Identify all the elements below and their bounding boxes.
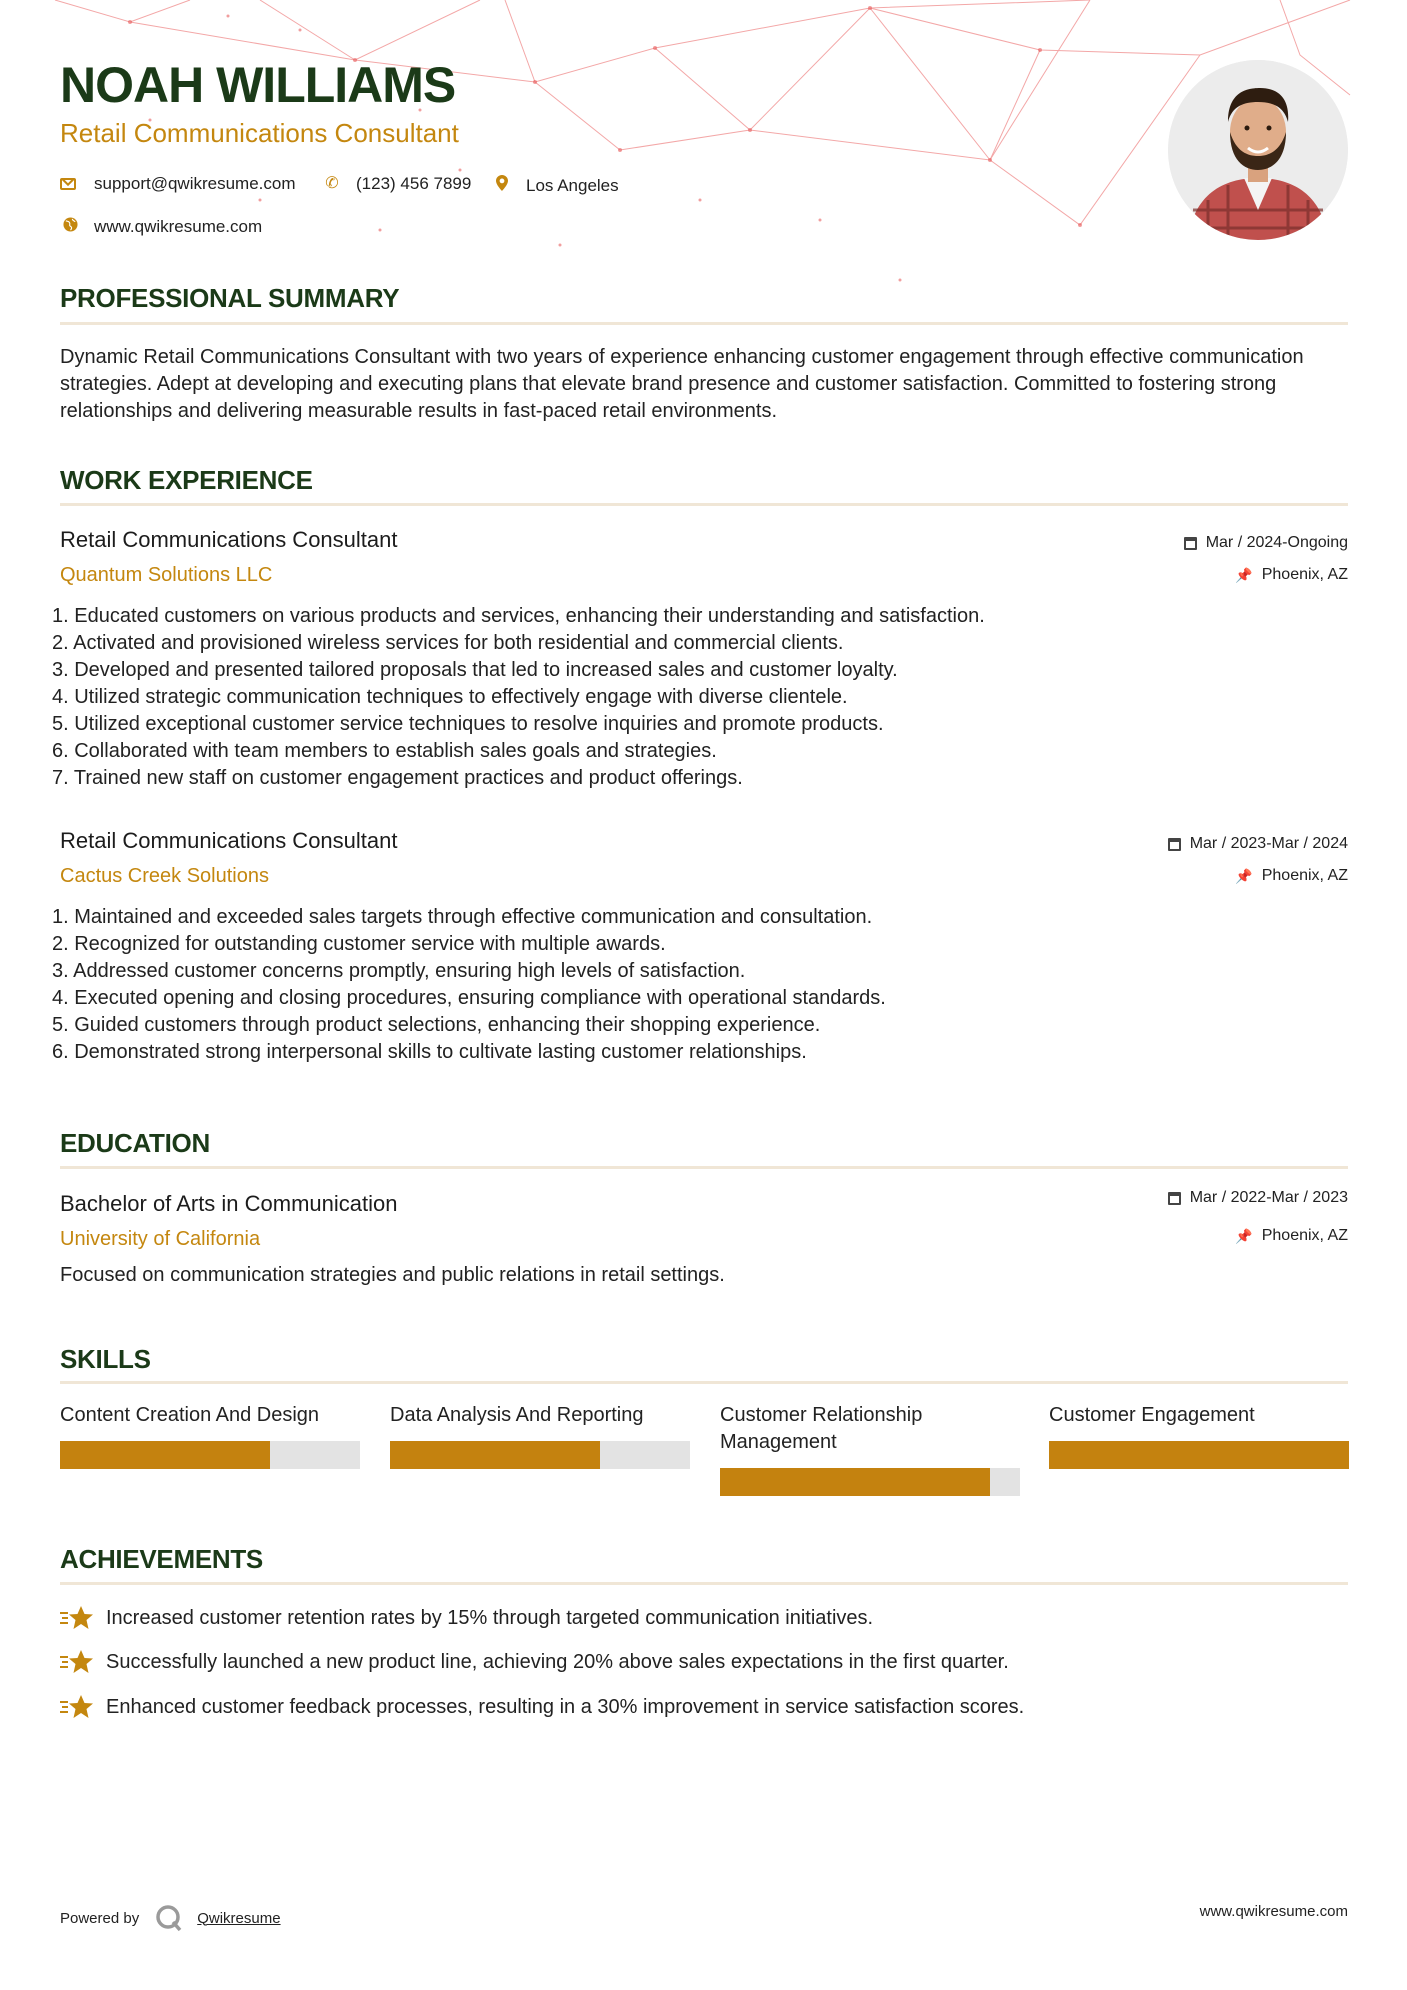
job-location-text: Phoenix, AZ — [1261, 867, 1348, 884]
skill-item — [390, 1402, 690, 1429]
skill-item — [60, 1402, 360, 1429]
skill-bar — [720, 1468, 1020, 1496]
job-location — [1235, 868, 1348, 884]
achievement-item — [60, 1605, 873, 1631]
list-item: 1. Educated customers on various products and services, enhancing their understanding and satisfaction. — [52, 605, 985, 627]
skill-name: Content Creation And Design — [60, 1404, 320, 1426]
list-item: 6. Collaborated with team members to establish sales goals and strategies. — [52, 740, 717, 762]
contact-phone[interactable] — [322, 175, 471, 192]
achievement-text: Enhanced customer feedback processes, resulting in a 30% improvement in service satisfaction scores. — [106, 1696, 1025, 1718]
skill-bar-fill — [1049, 1441, 1349, 1469]
education-description: Focused on communication strategies and public relations in retail settings. — [60, 1264, 725, 1286]
phone-icon: ✆ — [325, 174, 339, 192]
website-text: www.qwikresume.com — [94, 217, 263, 236]
skill-name: Customer Engagement — [1049, 1404, 1255, 1426]
list-item: 3. Addressed customer concerns promptly, ensuring high levels of satisfaction. — [52, 960, 746, 982]
job-dates-text: Mar / 2024-Ongoing — [1205, 534, 1348, 551]
list-item: 5. Utilized exceptional customer service techniques to resolve inquiries and promote products. — [52, 713, 884, 735]
globe-icon — [60, 217, 80, 236]
pushpin-icon: 📌 — [1235, 1228, 1253, 1244]
section-title-experience: WORK EXPERIENCE — [60, 465, 313, 495]
list-item: 2. Recognized for outstanding customer service with multiple awards. — [52, 933, 666, 955]
star-icon — [60, 1694, 94, 1720]
section-divider — [60, 1582, 1348, 1585]
section-title-summary: PROFESSIONAL SUMMARY — [60, 283, 400, 313]
skill-bar-fill — [720, 1468, 990, 1496]
skill-name: Data Analysis And Reporting — [390, 1404, 644, 1426]
job-dates-text: Mar / 2023-Mar / 2024 — [1189, 835, 1348, 852]
list-item: 1. Maintained and exceeded sales targets through effective communication and consultation. — [52, 906, 873, 928]
footer-website[interactable]: www.qwikresume.com — [1199, 1903, 1348, 1920]
job-company: Quantum Solutions LLC — [60, 564, 273, 586]
education-location — [1235, 1228, 1348, 1244]
contact-website[interactable] — [60, 217, 262, 236]
list-item: 5. Guided customers through product selections, enhancing their shopping experience. — [52, 1014, 821, 1036]
job-dates — [1168, 836, 1348, 852]
list-item: 3. Developed and presented tailored proposals that led to increased sales and customer loyalty. — [52, 659, 898, 681]
contact-email[interactable] — [60, 175, 296, 192]
education-location-text: Phoenix, AZ — [1261, 1227, 1348, 1244]
calendar-icon — [1184, 537, 1197, 550]
qwikresume-logo-icon — [155, 1904, 183, 1932]
candidate-name: NOAH WILLIAMS — [60, 57, 456, 113]
section-divider — [60, 322, 1348, 325]
education-dates-text: Mar / 2022-Mar / 2023 — [1189, 1189, 1348, 1206]
achievement-text: Increased customer retention rates by 15% through targeted communication initiatives. — [106, 1607, 874, 1629]
job-bullet-list — [52, 603, 985, 792]
candidate-role: Retail Communications Consultant — [60, 118, 459, 148]
star-icon — [60, 1649, 94, 1675]
job-company: Cactus Creek Solutions — [60, 865, 269, 887]
pushpin-icon: 📌 — [1235, 868, 1253, 884]
skill-bar — [390, 1441, 690, 1469]
skill-bar — [1049, 1441, 1349, 1469]
section-title-achievements: ACHIEVEMENTS — [60, 1544, 263, 1574]
list-item: 6. Demonstrated strong interpersonal skills to cultivate lasting customer relationships. — [52, 1041, 807, 1063]
achievement-item — [60, 1649, 1009, 1675]
section-divider — [60, 1166, 1348, 1169]
list-item: 2. Activated and provisioned wireless services for both residential and commercial clients. — [52, 632, 844, 654]
skill-bar-fill — [390, 1441, 600, 1469]
section-title-skills: SKILLS — [60, 1344, 151, 1374]
calendar-icon — [1168, 838, 1181, 851]
job-location-text: Phoenix, AZ — [1261, 566, 1348, 583]
job-title: Retail Communications Consultant — [60, 527, 398, 552]
location-pin-icon — [492, 175, 512, 195]
list-item: 4. Utilized strategic communication techniques to effectively engage with diverse clientele. — [52, 686, 848, 708]
list-item: 7. Trained new staff on customer engagement practices and product offerings. — [52, 767, 743, 789]
job-bullet-list — [52, 904, 886, 1066]
section-title-education: EDUCATION — [60, 1128, 210, 1158]
skill-bar — [60, 1441, 360, 1469]
achievement-text: Successfully launched a new product line, achieving 20% above sales expectations in the first quarter. — [106, 1651, 1009, 1673]
skill-name: Customer Relationship Management — [720, 1404, 923, 1453]
job-location — [1235, 567, 1348, 583]
summary-text: Dynamic Retail Communications Consultant with two years of experience enhancing customer engagement through effective communication strategies. Adept at developing and executing plans that elevate brand presence and customer satisfaction. Committed to fostering strong relationships and delivering measurable results in fast-paced retail environments. — [60, 346, 1304, 422]
envelope-icon — [60, 178, 76, 190]
calendar-icon — [1168, 1192, 1181, 1205]
list-item: 4. Executed opening and closing procedures, ensuring compliance with operational standards. — [52, 987, 886, 1009]
location-text: Los Angeles — [526, 175, 619, 195]
phone-text: (123) 456 7899 — [356, 174, 472, 193]
star-icon — [60, 1605, 94, 1631]
footer-powered-by — [60, 1904, 281, 1932]
job-dates — [1184, 535, 1348, 551]
skill-item — [720, 1402, 1020, 1456]
skill-bar-fill — [60, 1441, 270, 1469]
skill-item — [1049, 1402, 1349, 1429]
contact-location — [492, 175, 619, 195]
email-text: support@qwikresume.com — [94, 174, 296, 193]
profile-photo — [1168, 60, 1348, 240]
degree-title: Bachelor of Arts in Communication — [60, 1191, 398, 1216]
section-divider — [60, 1381, 1348, 1384]
section-divider — [60, 503, 1348, 506]
education-dates — [1168, 1190, 1348, 1206]
qwikresume-link[interactable]: Qwikresume — [197, 1909, 281, 1927]
achievement-item — [60, 1694, 1024, 1720]
school-name: University of California — [60, 1228, 261, 1250]
pushpin-icon: 📌 — [1235, 567, 1253, 583]
powered-by-label: Powered by — [60, 1909, 140, 1927]
job-title: Retail Communications Consultant — [60, 828, 398, 853]
